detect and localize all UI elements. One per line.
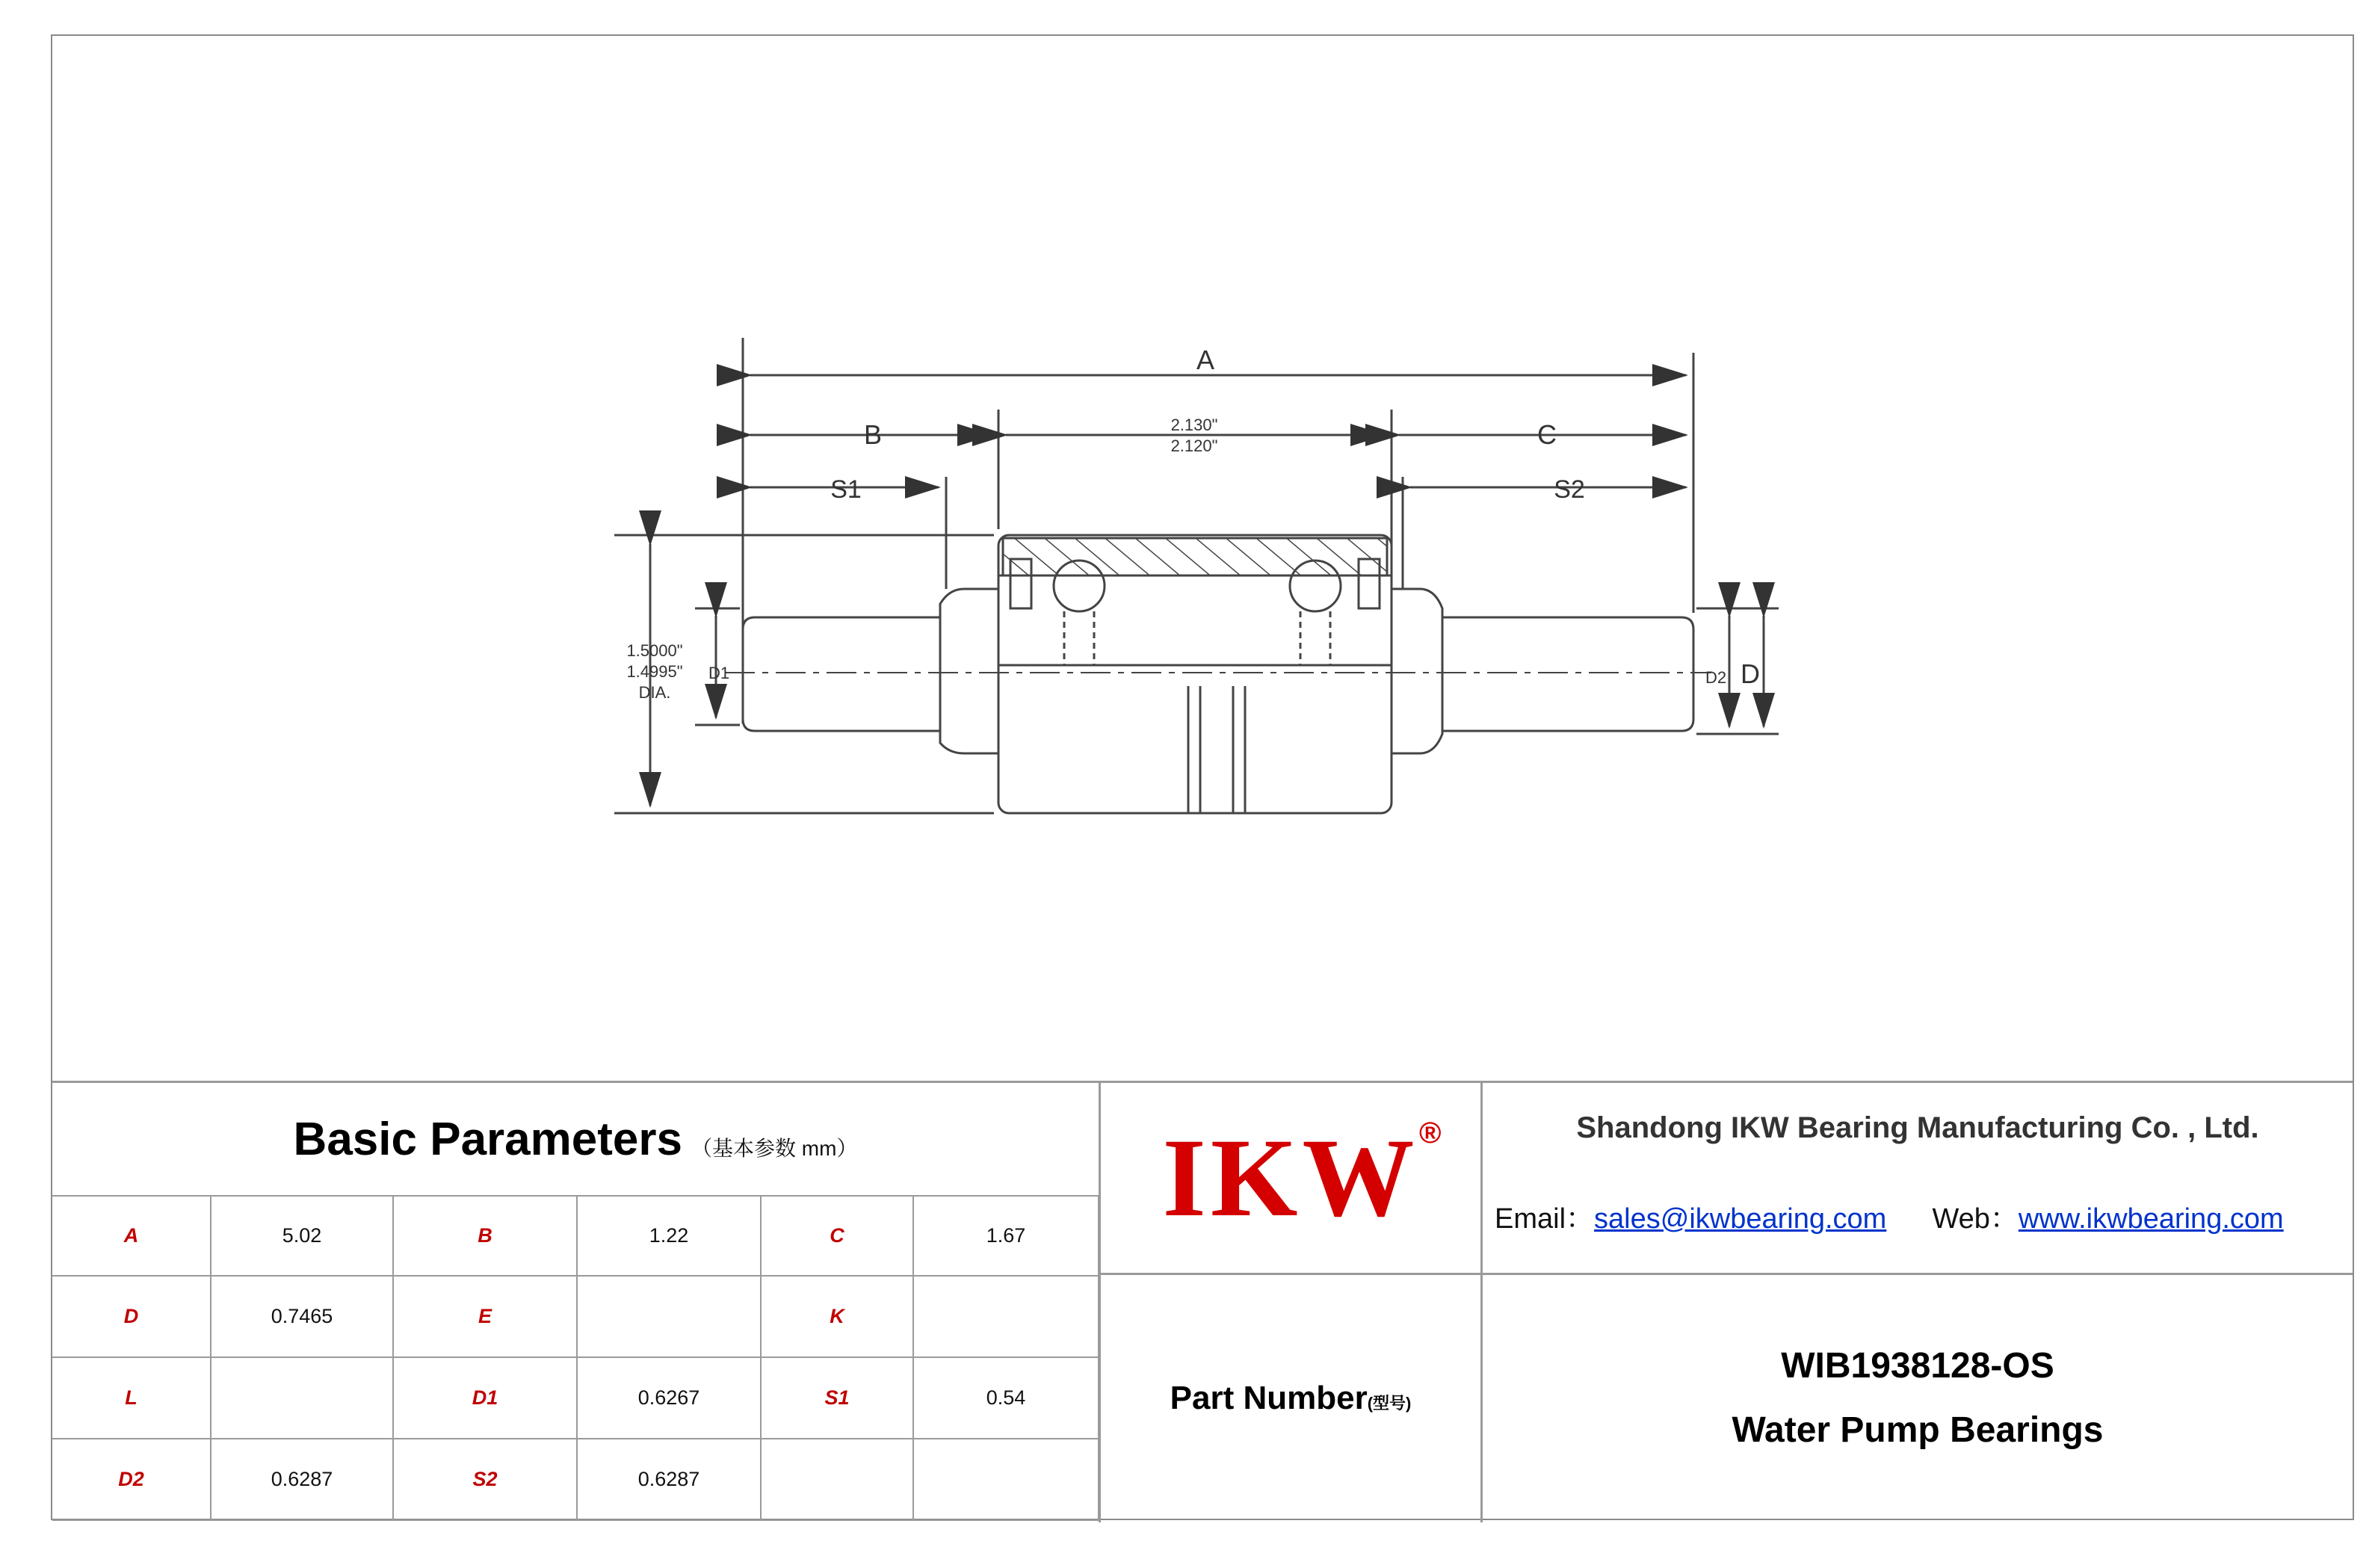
email-link[interactable]: sales@ikwbearing.com <box>1594 1203 1887 1235</box>
params-table <box>52 1197 1099 1521</box>
dim-d-label: D <box>1741 658 1760 689</box>
dim-s1-label: S1 <box>830 475 862 504</box>
param-label <box>761 1439 913 1520</box>
center-dim-bottom: 2.120" <box>1170 436 1218 455</box>
contact-line <box>1495 1195 2284 1236</box>
part-number-text: Part Number <box>1170 1380 1368 1416</box>
param-label: A <box>52 1197 211 1276</box>
bearing-drawing <box>52 36 2353 1081</box>
dim-s2-label: S2 <box>1554 475 1585 504</box>
part-number-label-cn: (型号) <box>1367 1394 1412 1413</box>
params-header <box>52 1083 1099 1195</box>
table-row <box>52 1439 1099 1520</box>
part-number-label <box>1170 1380 1412 1417</box>
web-label: Web： <box>1932 1203 2019 1235</box>
param-value <box>211 1357 393 1439</box>
param-label: D <box>52 1276 211 1357</box>
od-line3: DIA. <box>638 683 671 702</box>
od-line1: 1.5000" <box>626 641 683 660</box>
dim-d1-label: D1 <box>708 664 730 682</box>
dim-a-label: A <box>1196 345 1215 375</box>
param-label: K <box>761 1276 913 1357</box>
params-title: Basic Parameters <box>293 1113 683 1165</box>
param-value: 5.02 <box>211 1197 393 1276</box>
logo-cell <box>1101 1083 1480 1273</box>
params-subtitle: （基本参数 mm） <box>691 1137 858 1160</box>
table-row <box>52 1276 1099 1357</box>
param-label: C <box>761 1197 913 1276</box>
part-number-label-cell <box>1101 1275 1480 1522</box>
param-value: 0.6287 <box>211 1439 393 1520</box>
product-type: Water Pump Bearings <box>1732 1410 2104 1450</box>
param-label: L <box>52 1357 211 1439</box>
param-value: 0.6267 <box>577 1357 761 1439</box>
technical-drawing <box>52 36 2353 1081</box>
param-value <box>913 1276 1099 1357</box>
dim-b-label: B <box>863 419 883 450</box>
param-value <box>577 1276 761 1357</box>
param-value: 0.7465 <box>211 1276 393 1357</box>
param-value: 0.6287 <box>577 1439 761 1520</box>
param-label: E <box>393 1276 577 1357</box>
ikw-logo <box>1162 1114 1446 1242</box>
table-row <box>52 1197 1099 1276</box>
company-name: Shandong IKW Bearing Manufacturing Co. , Ltd. <box>1576 1111 2259 1144</box>
title-block <box>52 1081 2353 1522</box>
table-row <box>52 1357 1099 1439</box>
param-value: 1.67 <box>913 1197 1099 1276</box>
dim-c-label: C <box>1537 419 1557 450</box>
od-line2: 1.4995" <box>626 662 683 681</box>
param-label: D1 <box>393 1357 577 1439</box>
registered-mark: ® <box>1419 1117 1446 1149</box>
param-label: D2 <box>52 1439 211 1520</box>
param-value <box>913 1439 1099 1520</box>
model-number: WIB1938128-OS <box>1781 1346 2054 1386</box>
param-label: B <box>393 1197 577 1276</box>
center-dim-top: 2.130" <box>1170 416 1218 434</box>
param-label: S2 <box>393 1439 577 1520</box>
model-cell <box>1483 1275 2353 1522</box>
email-label: Email： <box>1495 1203 1595 1235</box>
dim-d2-label: D2 <box>1705 668 1727 687</box>
param-value: 1.22 <box>577 1197 761 1276</box>
param-label: S1 <box>761 1357 913 1439</box>
logo-text: IKW <box>1162 1116 1419 1240</box>
drawing-sheet <box>51 34 2354 1520</box>
param-value: 0.54 <box>913 1357 1099 1439</box>
web-link[interactable]: www.ikwbearing.com <box>2018 1203 2284 1235</box>
company-cell <box>1483 1083 2353 1273</box>
